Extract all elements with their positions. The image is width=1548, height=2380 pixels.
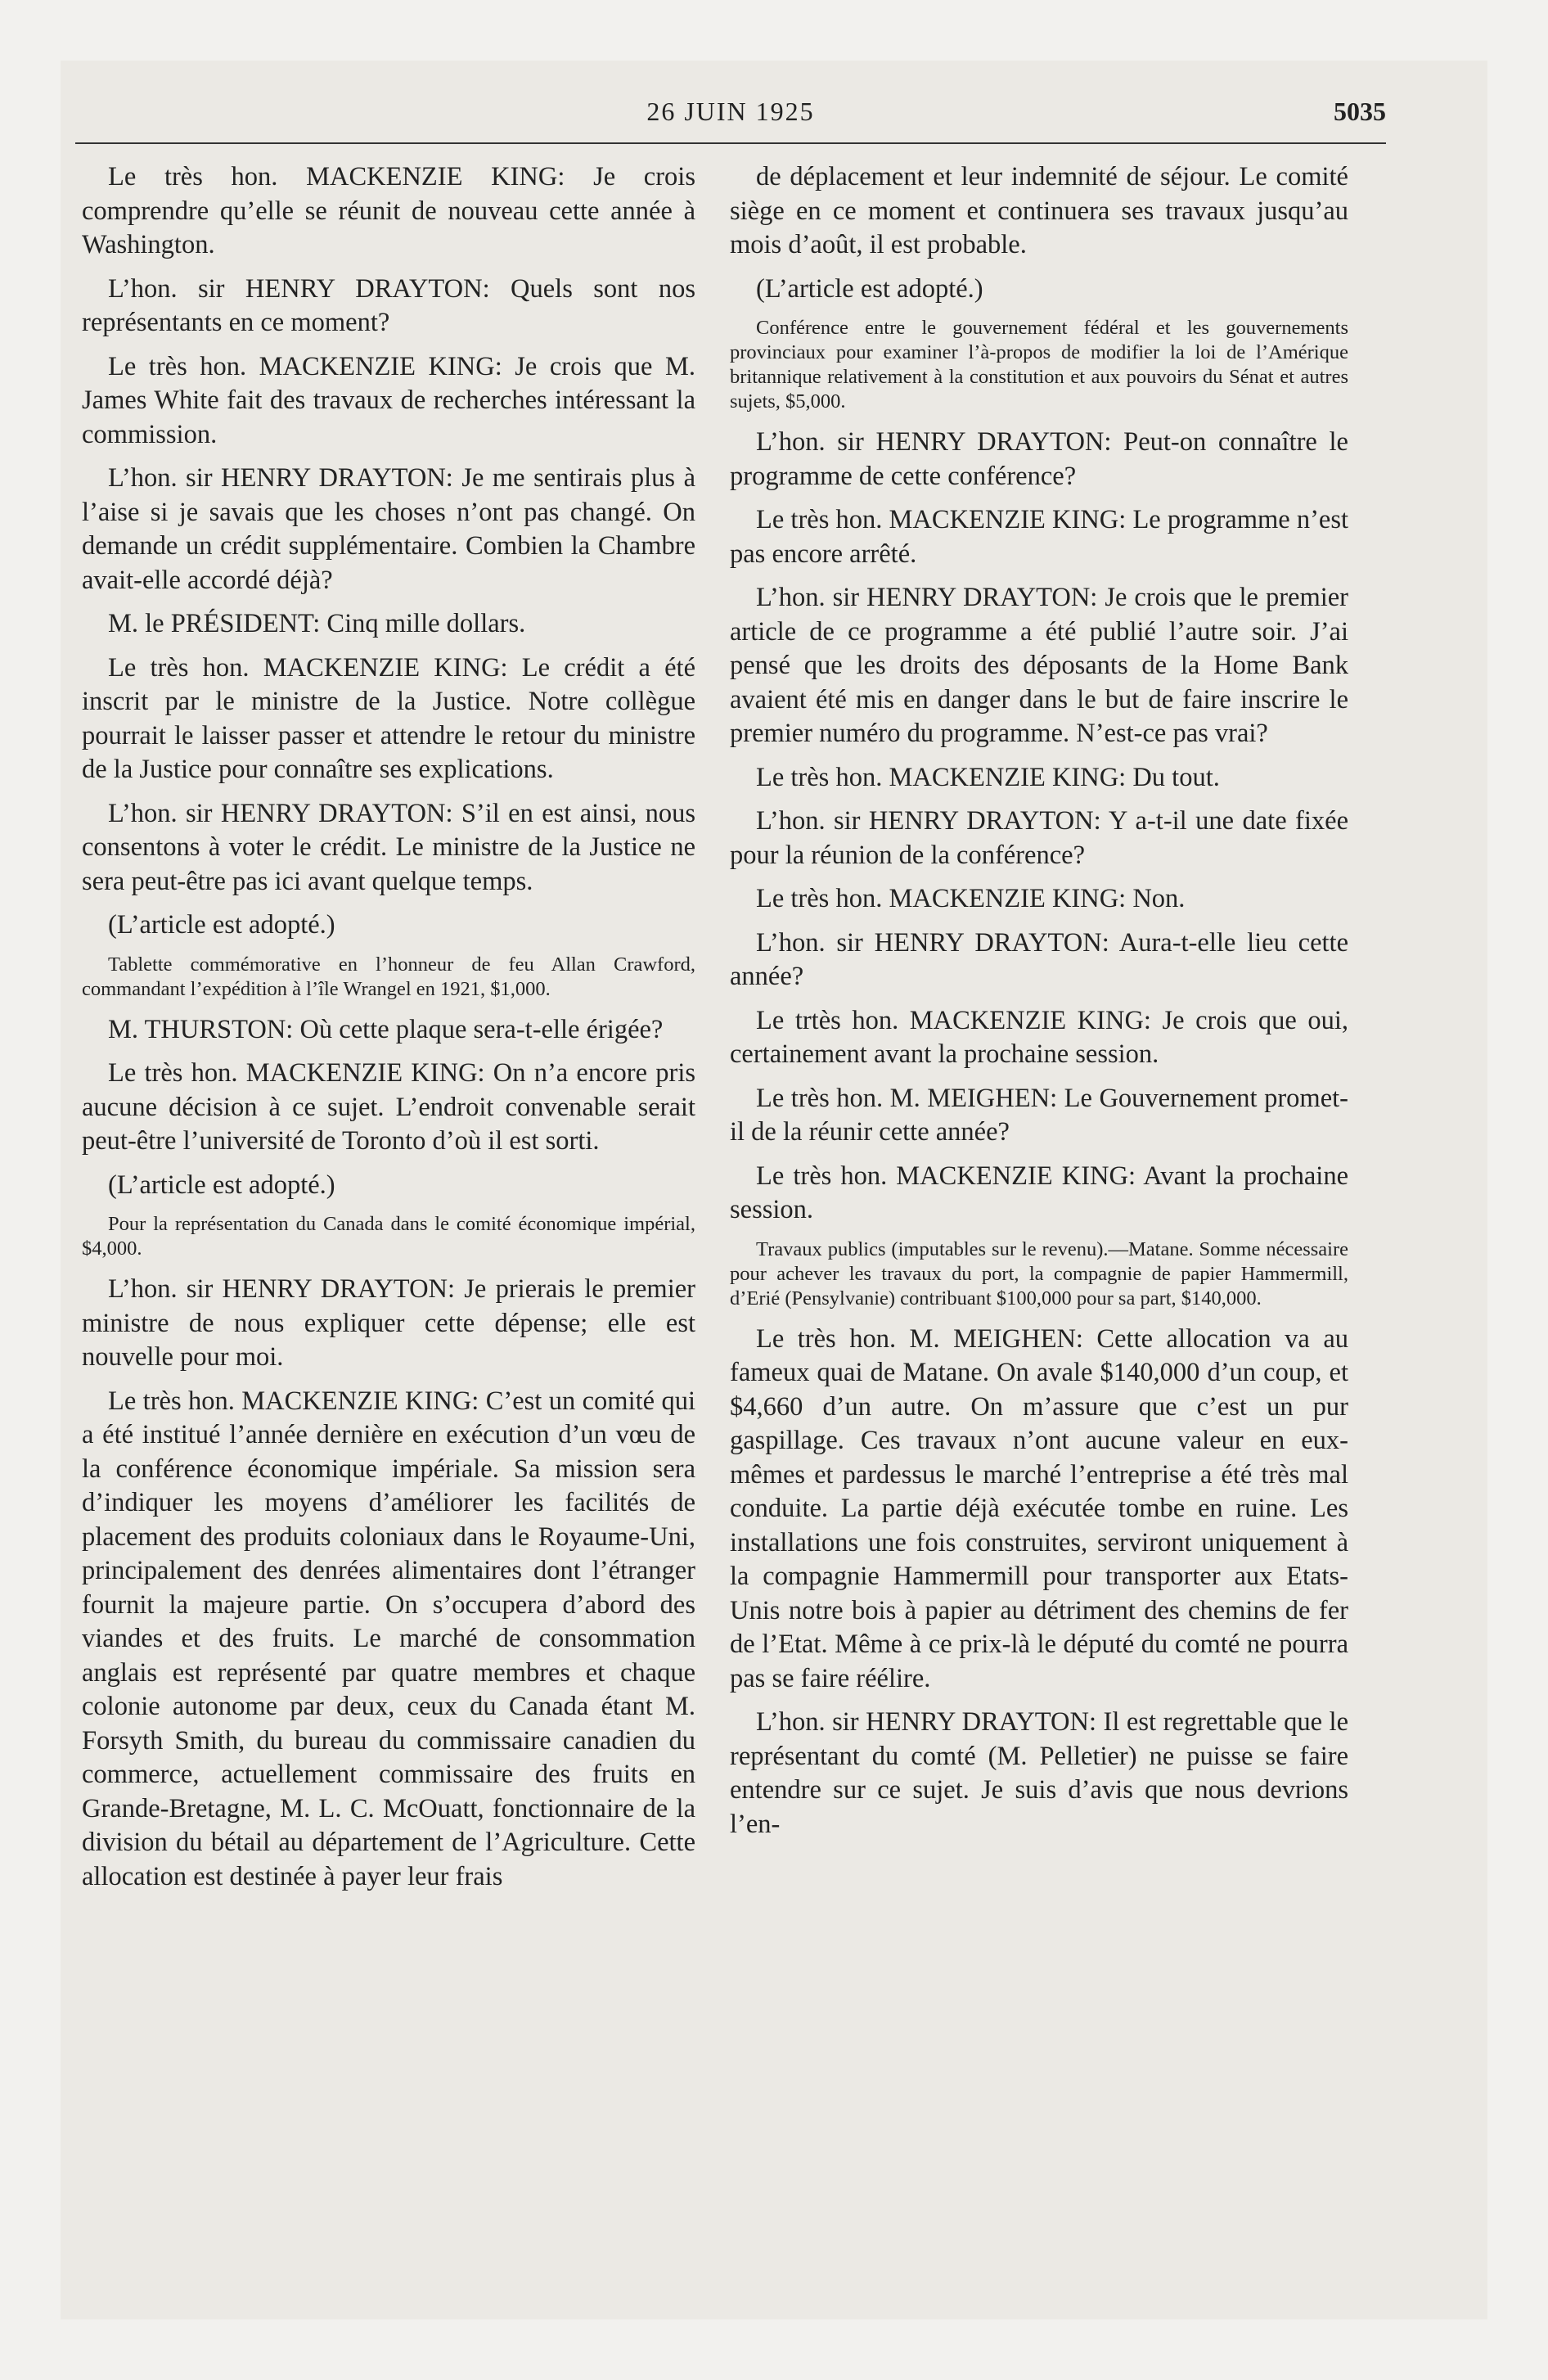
- paragraph: (L’article est adopté.): [756, 273, 983, 304]
- motion-item: Conférence entre le gouvernement fédéral et les gouvernements provinciaux pour examiner l’à-propos de modifier la loi de l’Amérique britannique relativement à la constitution et aux pouvoirs du Sénat et autres sujets, $5,000.: [730, 317, 1348, 412]
- header-rule: [75, 142, 1386, 144]
- paragraph: L’hon. sir HENRY DRAYTON: Je me sentirais plus à l’aise si je savais que les choses n’ont pas changé. On demande un crédit supplémentaire. Combien la Chambre avait-elle accordé déjà?: [82, 463, 695, 595]
- paragraph: L’hon. sir HENRY DRAYTON: Il est regrettable que le représentant du comté (M. Pelletier) ne puisse se faire entendre sur ce sujet. Je suis d’avis que nous devrions l’en-: [730, 1707, 1348, 1839]
- paragraph: Le très hon. MACKENZIE KING: C’est un comité qui a été institué l’année dernière en exécution d’un vœu de la conférence économique impériale. Sa mission sera d’indiquer les moyens d’améliorer les facilités de placement des produits coloniaux dans le Royaume-Uni, principalement des denrées alimentaires dont l’étranger fournit la majeure partie. On s’occupera d’abord des viandes et des fruits. Le marché de consommation anglais est représenté par quatre membres et chaque colonie autonome par deux, ceux du Canada étant M. Forsyth Smith, du bureau du commissaire canadien du commerce, actuellement commissaire des fruits en Grande-Bretagne, M. L. C. McOuatt, fonctionnaire de la division du bétail au département de l’Agriculture. Cette allocation est destinée à payer leur frais: [82, 1386, 695, 1891]
- paragraph: Le très hon. MACKENZIE KING: Le programme n’est pas encore arrêté.: [730, 505, 1348, 569]
- paragraph: Le très hon. M. MEIGHEN: Cette allocation va au fameux quai de Matane. On avale $140,000 d’un coup, et $4,660 d’un autre. On m’assure que c’est un pur gaspillage. Ces travaux n’ont aucune valeur en eux-mêmes et pardessus le marché l’entreprise a été très mal conduite. La partie déjà exécutée tombe en ruine. Les installations une fois construites, serviront uniquement à la compagnie Hammermill pour transporter aux Etats-Unis notre bois à papier au détriment des chemins de fer de l’Etat. Même à ce prix-là le député du comté ne pourra pas se faire réélire.: [730, 1323, 1348, 1693]
- paragraph: L’hon. sir HENRY DRAYTON: Je prierais le premier ministre de nous expliquer cette dépense; elle est nouvelle pour moi.: [82, 1274, 695, 1372]
- paragraph: L’hon. sir HENRY DRAYTON: Je crois que le premier article de ce programme a été publié l’autre soir. J’ai pensé que les droits des déposants de la Home Bank avaient été mis en danger dans le but de faire inscrire le premier numéro du programme. N’est-ce pas vrai?: [730, 583, 1348, 748]
- paragraph: Le très hon. MACKENZIE KING: Le crédit a été inscrit par le ministre de la Justice. Notre collègue pourrait le laisser passer et attendre le retour du ministre de la Justice pour connaître ses explications.: [82, 652, 695, 784]
- paragraph: (L’article est adopté.): [108, 910, 335, 940]
- left-column: [82, 160, 695, 1904]
- paragraph: Le très hon. MACKENZIE KING: Je crois comprendre qu’elle se réunit de nouveau cette année à Washington.: [82, 162, 695, 259]
- paragraph: L’hon. sir HENRY DRAYTON: Peut-on connaître le programme de cette conférence?: [730, 427, 1348, 491]
- page-date: 26 JUIN 1925: [646, 97, 815, 126]
- motion-item: Tablette commémorative en l’honneur de feu Allan Crawford, commandant l’expédition à l’île Wrangel en 1921, $1,000.: [82, 953, 695, 1000]
- paragraph: Le très hon. MACKENZIE KING: Je crois que M. James White fait des travaux de recherches intéressant la commission.: [82, 351, 695, 449]
- paragraph: Le très hon. MACKENZIE KING: Avant la prochaine session.: [730, 1161, 1348, 1224]
- right-column: [730, 160, 1348, 1851]
- paragraph: L’hon. sir HENRY DRAYTON: Y a-t-il une date fixée pour la réunion de la conférence?: [730, 806, 1348, 870]
- page-number: 5035: [1334, 97, 1386, 126]
- paragraph: (L’article est adopté.): [108, 1170, 335, 1200]
- paragraph: Le très hon. M. MEIGHEN: Le Gouvernement promet-il de la réunir cette année?: [730, 1083, 1348, 1147]
- paragraph: Le très hon. MACKENZIE KING: Non.: [756, 884, 1186, 913]
- paragraph: L’hon. sir HENRY DRAYTON: S’il en est ainsi, nous consentons à voter le crédit. Le ministre de la Justice ne sera peut-être pas ici avant quelque temps.: [82, 798, 695, 896]
- paragraph: M. le PRÉSIDENT: Cinq mille dollars.: [108, 609, 526, 638]
- paragraph: Le très hon. MACKENZIE KING: Du tout.: [756, 762, 1220, 792]
- paragraph: Le trtès hon. MACKENZIE KING: Je crois que oui, certainement avant la prochaine session.: [730, 1005, 1348, 1069]
- paragraph: M. THURSTON: Où cette plaque sera-t-elle érigée?: [108, 1014, 664, 1044]
- motion-item: Travaux publics (imputables sur le revenu).—Matane. Somme nécessaire pour achever les travaux du port, la compagnie de papier Hammermill, d’Erié (Pensylvanie) contribuant $100,000 pour sa part, $140,000.: [730, 1237, 1348, 1309]
- motion-item: Pour la représentation du Canada dans le comité économique impérial, $4,000.: [82, 1213, 695, 1260]
- paragraph: L’hon. sir HENRY DRAYTON: Quels sont nos représentants en ce moment?: [82, 273, 695, 337]
- page-header: [75, 90, 1386, 129]
- paragraph: L’hon. sir HENRY DRAYTON: Aura-t-elle lieu cette année?: [730, 927, 1348, 991]
- paragraph: Le très hon. MACKENZIE KING: On n’a encore pris aucune décision à ce sujet. L’endroit convenable serait peut-être l’université de Toronto d’où il est sorti.: [82, 1058, 695, 1156]
- paragraph: de déplacement et leur indemnité de séjour. Le comité siège en ce moment et continuera ses travaux jusqu’au mois d’août, il est probable.: [730, 162, 1348, 259]
